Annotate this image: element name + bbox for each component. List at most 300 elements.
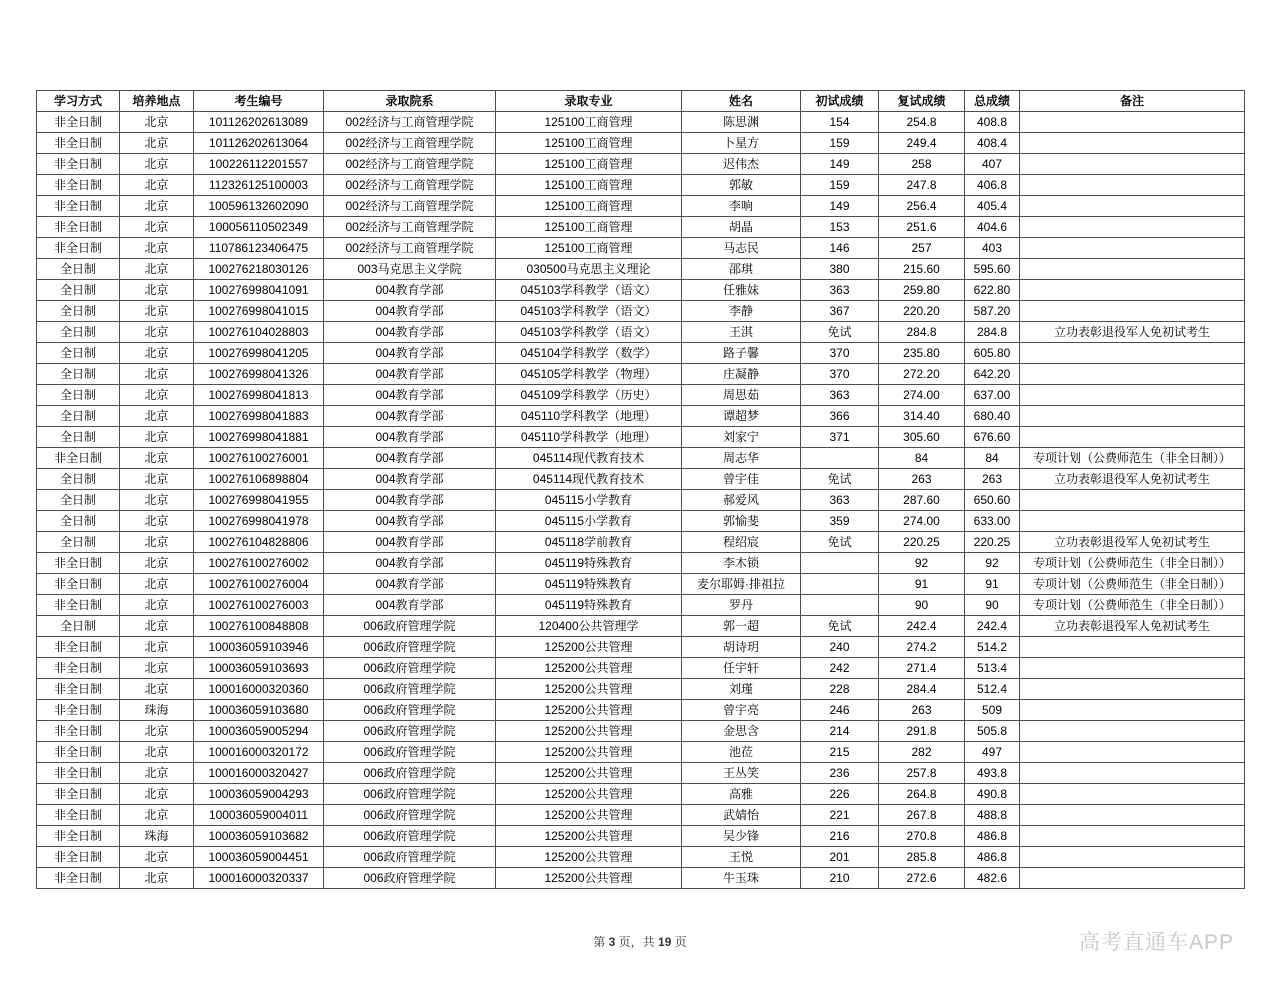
table-cell: 247.8 [879,175,965,196]
table-cell [1020,511,1245,532]
table-cell [1020,658,1245,679]
table-cell: 100036059103693 [194,658,324,679]
table-cell: 004教育学部 [324,385,496,406]
table-row [37,868,1245,889]
table-cell: 免试 [801,616,879,637]
table-cell: 郝爱风 [682,490,801,511]
table-row [37,322,1245,343]
table-cell: 非全日制 [37,154,120,175]
table-cell: 004教育学部 [324,406,496,427]
table-row [37,742,1245,763]
table-row [37,679,1245,700]
table-cell: 北京 [120,658,194,679]
admission-results-table [36,90,1245,889]
table-cell: 284.4 [879,679,965,700]
column-header: 姓名 [682,91,801,112]
table-cell: 509 [965,700,1020,721]
table-cell: 680.40 [965,406,1020,427]
table-cell: 全日制 [37,616,120,637]
table-cell: 045114现代教育技术 [496,469,682,490]
table-cell: 359 [801,511,879,532]
table-cell: 非全日制 [37,826,120,847]
table-cell: 215.60 [879,259,965,280]
table-cell: 004教育学部 [324,343,496,364]
column-header: 培养地点 [120,91,194,112]
column-header: 初试成绩 [801,91,879,112]
table-cell: 004教育学部 [324,574,496,595]
table-cell: 045114现代教育技术 [496,448,682,469]
table-cell: 486.8 [965,847,1020,868]
table-cell [1020,847,1245,868]
table-cell: 非全日制 [37,448,120,469]
table-cell: 006政府管理学院 [324,679,496,700]
table-cell: 004教育学部 [324,301,496,322]
table-cell: 236 [801,763,879,784]
table-cell [1020,742,1245,763]
table-cell: 北京 [120,322,194,343]
table-cell: 北京 [120,427,194,448]
table-cell: 363 [801,280,879,301]
table-cell: 郭敏 [682,175,801,196]
table-cell: 242.4 [879,616,965,637]
table-cell: 006政府管理学院 [324,721,496,742]
table-cell: 84 [965,448,1020,469]
table-cell: 100036059004293 [194,784,324,805]
table-cell: 257 [879,238,965,259]
table-cell: 北京 [120,154,194,175]
table-cell: 125100工商管理 [496,133,682,154]
footer-text-middle: 页，共 [618,935,655,949]
table-cell: 全日制 [37,301,120,322]
table-cell: 北京 [120,112,194,133]
table-cell: 305.60 [879,427,965,448]
table-cell: 125200公共管理 [496,784,682,805]
table-cell: 263 [965,469,1020,490]
column-header: 备注 [1020,91,1245,112]
table-cell: 201 [801,847,879,868]
table-cell: 006政府管理学院 [324,805,496,826]
table-cell: 210 [801,868,879,889]
table-cell: 全日制 [37,322,120,343]
table-cell: 149 [801,196,879,217]
table-cell: 006政府管理学院 [324,742,496,763]
table-cell: 125200公共管理 [496,637,682,658]
table-cell: 100226112201557 [194,154,324,175]
table-cell: 全日制 [37,532,120,553]
table-cell: 002经济与工商管理学院 [324,133,496,154]
table-cell: 胡诗玥 [682,637,801,658]
table-cell: 非全日制 [37,553,120,574]
table-row [37,847,1245,868]
table-cell: 125200公共管理 [496,847,682,868]
table-row [37,658,1245,679]
table-cell: 100276100276001 [194,448,324,469]
table-cell: 270.8 [879,826,965,847]
table-cell: 408.8 [965,112,1020,133]
table-row [37,805,1245,826]
table-header-row [37,91,1245,112]
table-cell [1020,133,1245,154]
table-cell: 100036059005294 [194,721,324,742]
table-row [37,343,1245,364]
table-row [37,217,1245,238]
table-cell: 004教育学部 [324,364,496,385]
table-cell: 003马克思主义学院 [324,259,496,280]
table-cell: 全日制 [37,280,120,301]
table-cell: 免试 [801,532,879,553]
table-row [37,763,1245,784]
table-cell: 100276104828806 [194,532,324,553]
table-cell: 北京 [120,343,194,364]
table-cell: 北京 [120,175,194,196]
table-cell [1020,301,1245,322]
table-cell: 北京 [120,616,194,637]
table-row [37,448,1245,469]
table-cell: 045119特殊教育 [496,574,682,595]
table-cell: 622.80 [965,280,1020,301]
table-cell [1020,343,1245,364]
table-cell: 全日制 [37,406,120,427]
table-cell: 专项计划（公费师范生（非全日制）） [1020,595,1245,616]
table-cell: 非全日制 [37,175,120,196]
table-cell: 159 [801,133,879,154]
table-cell: 125100工商管理 [496,154,682,175]
table-cell: 珠海 [120,826,194,847]
table-body [37,112,1245,889]
table-cell: 125200公共管理 [496,679,682,700]
table-cell: 367 [801,301,879,322]
table-cell: 周志华 [682,448,801,469]
table-cell [1020,679,1245,700]
table-cell: 371 [801,427,879,448]
table-cell [1020,784,1245,805]
table-cell: 605.80 [965,343,1020,364]
table-cell: 北京 [120,742,194,763]
table-cell: 263 [879,700,965,721]
table-cell: 125200公共管理 [496,763,682,784]
table-cell: 全日制 [37,427,120,448]
watermark-app-name: 高考直通车APP [1078,931,1234,954]
table-cell: 228 [801,679,879,700]
table-cell: 271.4 [879,658,965,679]
table-row [37,511,1245,532]
table-cell: 214 [801,721,879,742]
table-cell [1020,805,1245,826]
table-cell: 006政府管理学院 [324,658,496,679]
table-cell: 486.8 [965,826,1020,847]
table-cell: 全日制 [37,469,120,490]
table-cell: 100276218030126 [194,259,324,280]
table-cell: 272.6 [879,868,965,889]
table-cell: 408.4 [965,133,1020,154]
table-cell: 370 [801,343,879,364]
table-cell: 263 [879,469,965,490]
table-cell: 非全日制 [37,196,120,217]
table-cell: 045103学科教学（语文） [496,301,682,322]
table-cell: 101126202613089 [194,112,324,133]
table-cell [1020,406,1245,427]
table-row [37,616,1245,637]
table-cell: 100276998041813 [194,385,324,406]
table-row [37,700,1245,721]
table-cell: 246 [801,700,879,721]
table-cell: 637.00 [965,385,1020,406]
table-cell: 王丛笑 [682,763,801,784]
table-cell: 045103学科教学（语文） [496,280,682,301]
table-cell: 216 [801,826,879,847]
table-cell: 002经济与工商管理学院 [324,217,496,238]
table-cell: 006政府管理学院 [324,784,496,805]
table-cell: 郭一超 [682,616,801,637]
table-cell: 91 [879,574,965,595]
table-cell: 633.00 [965,511,1020,532]
table-cell: 153 [801,217,879,238]
table-cell: 002经济与工商管理学院 [324,154,496,175]
table-cell: 非全日制 [37,679,120,700]
table-cell: 专项计划（公费师范生（非全日制）） [1020,574,1245,595]
column-header: 总成绩 [965,91,1020,112]
table-cell: 291.8 [879,721,965,742]
table-cell: 李响 [682,196,801,217]
table-cell: 北京 [120,511,194,532]
table-cell: 004教育学部 [324,553,496,574]
table-cell: 北京 [120,133,194,154]
table-cell: 146 [801,238,879,259]
table-cell: 045115小学教育 [496,490,682,511]
table-cell: 002经济与工商管理学院 [324,238,496,259]
table-cell: 100276998041955 [194,490,324,511]
table-cell: 045104学科教学（数学） [496,343,682,364]
table-row [37,490,1245,511]
table-cell: 92 [965,553,1020,574]
table-cell: 北京 [120,448,194,469]
table-row [37,385,1245,406]
table-cell: 北京 [120,490,194,511]
table-cell: 武婧怡 [682,805,801,826]
table-cell: 北京 [120,238,194,259]
table-cell: 125200公共管理 [496,826,682,847]
table-cell: 全日制 [37,385,120,406]
table-cell: 北京 [120,301,194,322]
table-cell: 004教育学部 [324,532,496,553]
table-cell: 北京 [120,385,194,406]
table-cell: 91 [965,574,1020,595]
table-row [37,259,1245,280]
table-cell: 100596132602090 [194,196,324,217]
table-row [37,427,1245,448]
table-cell: 002经济与工商管理学院 [324,175,496,196]
table-cell: 北京 [120,847,194,868]
table-cell [1020,637,1245,658]
table-cell: 全日制 [37,259,120,280]
table-cell [801,595,879,616]
table-cell: 125100工商管理 [496,175,682,196]
table-cell: 287.60 [879,490,965,511]
table-cell: 王淇 [682,322,801,343]
table-cell [1020,280,1245,301]
table-cell: 366 [801,406,879,427]
table-cell: 403 [965,238,1020,259]
table-cell: 非全日制 [37,721,120,742]
table-cell: 004教育学部 [324,427,496,448]
table-cell: 650.60 [965,490,1020,511]
table-cell: 北京 [120,280,194,301]
table-cell: 125100工商管理 [496,112,682,133]
table-cell: 胡晶 [682,217,801,238]
table-cell: 125100工商管理 [496,196,682,217]
table-cell: 池莅 [682,742,801,763]
table-cell: 珠海 [120,700,194,721]
table-cell: 256.4 [879,196,965,217]
table-cell: 045103学科教学（语文） [496,322,682,343]
table-cell: 牛玉珠 [682,868,801,889]
table-cell: 274.2 [879,637,965,658]
table-cell: 专项计划（公费师范生（非全日制）） [1020,553,1245,574]
table-cell: 493.8 [965,763,1020,784]
table-row [37,826,1245,847]
table-cell: 北京 [120,217,194,238]
table-cell: 任宇轩 [682,658,801,679]
table-cell: 110786123406475 [194,238,324,259]
table-cell: 045119特殊教育 [496,553,682,574]
table-cell: 100036059103682 [194,826,324,847]
table-cell [1020,721,1245,742]
table-cell: 045110学科教学（地理） [496,406,682,427]
table-cell: 刘家宁 [682,427,801,448]
table-cell: 北京 [120,763,194,784]
table-cell: 北京 [120,679,194,700]
table-cell: 北京 [120,259,194,280]
table-cell: 非全日制 [37,763,120,784]
table-cell: 北京 [120,721,194,742]
table-cell: 002经济与工商管理学院 [324,196,496,217]
table-cell: 90 [879,595,965,616]
table-cell: 254.8 [879,112,965,133]
table-cell: 非全日制 [37,238,120,259]
table-cell: 505.8 [965,721,1020,742]
table-cell: 100016000320427 [194,763,324,784]
table-cell [1020,217,1245,238]
table-cell: 125100工商管理 [496,238,682,259]
table-cell: 249.4 [879,133,965,154]
table-cell: 罗丹 [682,595,801,616]
table-cell: 006政府管理学院 [324,868,496,889]
table-cell: 264.8 [879,784,965,805]
table-cell: 非全日制 [37,700,120,721]
table-cell: 王悦 [682,847,801,868]
table-cell: 北京 [120,868,194,889]
table-cell: 曾宇佳 [682,469,801,490]
table-cell: 642.20 [965,364,1020,385]
table-row [37,553,1245,574]
table-cell: 045115小学教育 [496,511,682,532]
table-cell: 220.20 [879,301,965,322]
table-cell: 全日制 [37,364,120,385]
table-cell: 立功表彰退役军人免初试考生 [1020,616,1245,637]
table-cell: 程绍宸 [682,532,801,553]
table-cell: 125200公共管理 [496,868,682,889]
table-cell: 004教育学部 [324,490,496,511]
table-cell: 370 [801,364,879,385]
table-cell: 全日制 [37,490,120,511]
table-cell: 非全日制 [37,637,120,658]
table-cell: 北京 [120,553,194,574]
table-cell: 006政府管理学院 [324,616,496,637]
table-cell: 非全日制 [37,868,120,889]
table-row [37,637,1245,658]
table-cell: 235.80 [879,343,965,364]
table-cell [1020,868,1245,889]
table-cell: 高雅 [682,784,801,805]
table-cell: 100276998041326 [194,364,324,385]
table-cell [1020,154,1245,175]
table-row [37,133,1245,154]
table-cell: 006政府管理学院 [324,637,496,658]
table-cell: 045118学前教育 [496,532,682,553]
table-cell: 北京 [120,784,194,805]
table-cell: 406.8 [965,175,1020,196]
table-cell: 004教育学部 [324,448,496,469]
table-cell: 陈思渊 [682,112,801,133]
table-cell: 513.4 [965,658,1020,679]
table-row [37,532,1245,553]
table-cell: 非全日制 [37,595,120,616]
table-cell: 112326125100003 [194,175,324,196]
table-cell: 邵琪 [682,259,801,280]
table-cell: 92 [879,553,965,574]
table-cell: 庄凝静 [682,364,801,385]
table-cell: 免试 [801,322,879,343]
table-cell: 101126202613064 [194,133,324,154]
table-cell: 242 [801,658,879,679]
table-row [37,721,1245,742]
table-cell: 卜星方 [682,133,801,154]
table-row [37,280,1245,301]
table-cell: 004教育学部 [324,511,496,532]
table-cell: 非全日制 [37,847,120,868]
table-cell: 004教育学部 [324,280,496,301]
table-cell: 006政府管理学院 [324,763,496,784]
table-row [37,784,1245,805]
table-row [37,175,1245,196]
table-cell: 482.6 [965,868,1020,889]
column-header: 考生编号 [194,91,324,112]
table-cell: 285.8 [879,847,965,868]
table-row [37,406,1245,427]
table-cell: 曾宇亮 [682,700,801,721]
table-cell [1020,427,1245,448]
table-cell: 100016000320337 [194,868,324,889]
table-cell [1020,175,1245,196]
table-cell: 全日制 [37,343,120,364]
table-cell: 159 [801,175,879,196]
table-row [37,364,1245,385]
table-cell: 非全日制 [37,112,120,133]
table-cell: 北京 [120,574,194,595]
table-cell: 006政府管理学院 [324,847,496,868]
table-cell: 非全日制 [37,658,120,679]
table-cell: 100276106898804 [194,469,324,490]
table-cell: 马志民 [682,238,801,259]
table-cell: 84 [879,448,965,469]
table-cell: 284.8 [965,322,1020,343]
table-cell: 363 [801,490,879,511]
table-cell: 226 [801,784,879,805]
table-cell: 100276100276002 [194,553,324,574]
table-cell: 125200公共管理 [496,721,682,742]
table-cell: 北京 [120,406,194,427]
table-cell: 专项计划（公费师范生（非全日制）） [1020,448,1245,469]
